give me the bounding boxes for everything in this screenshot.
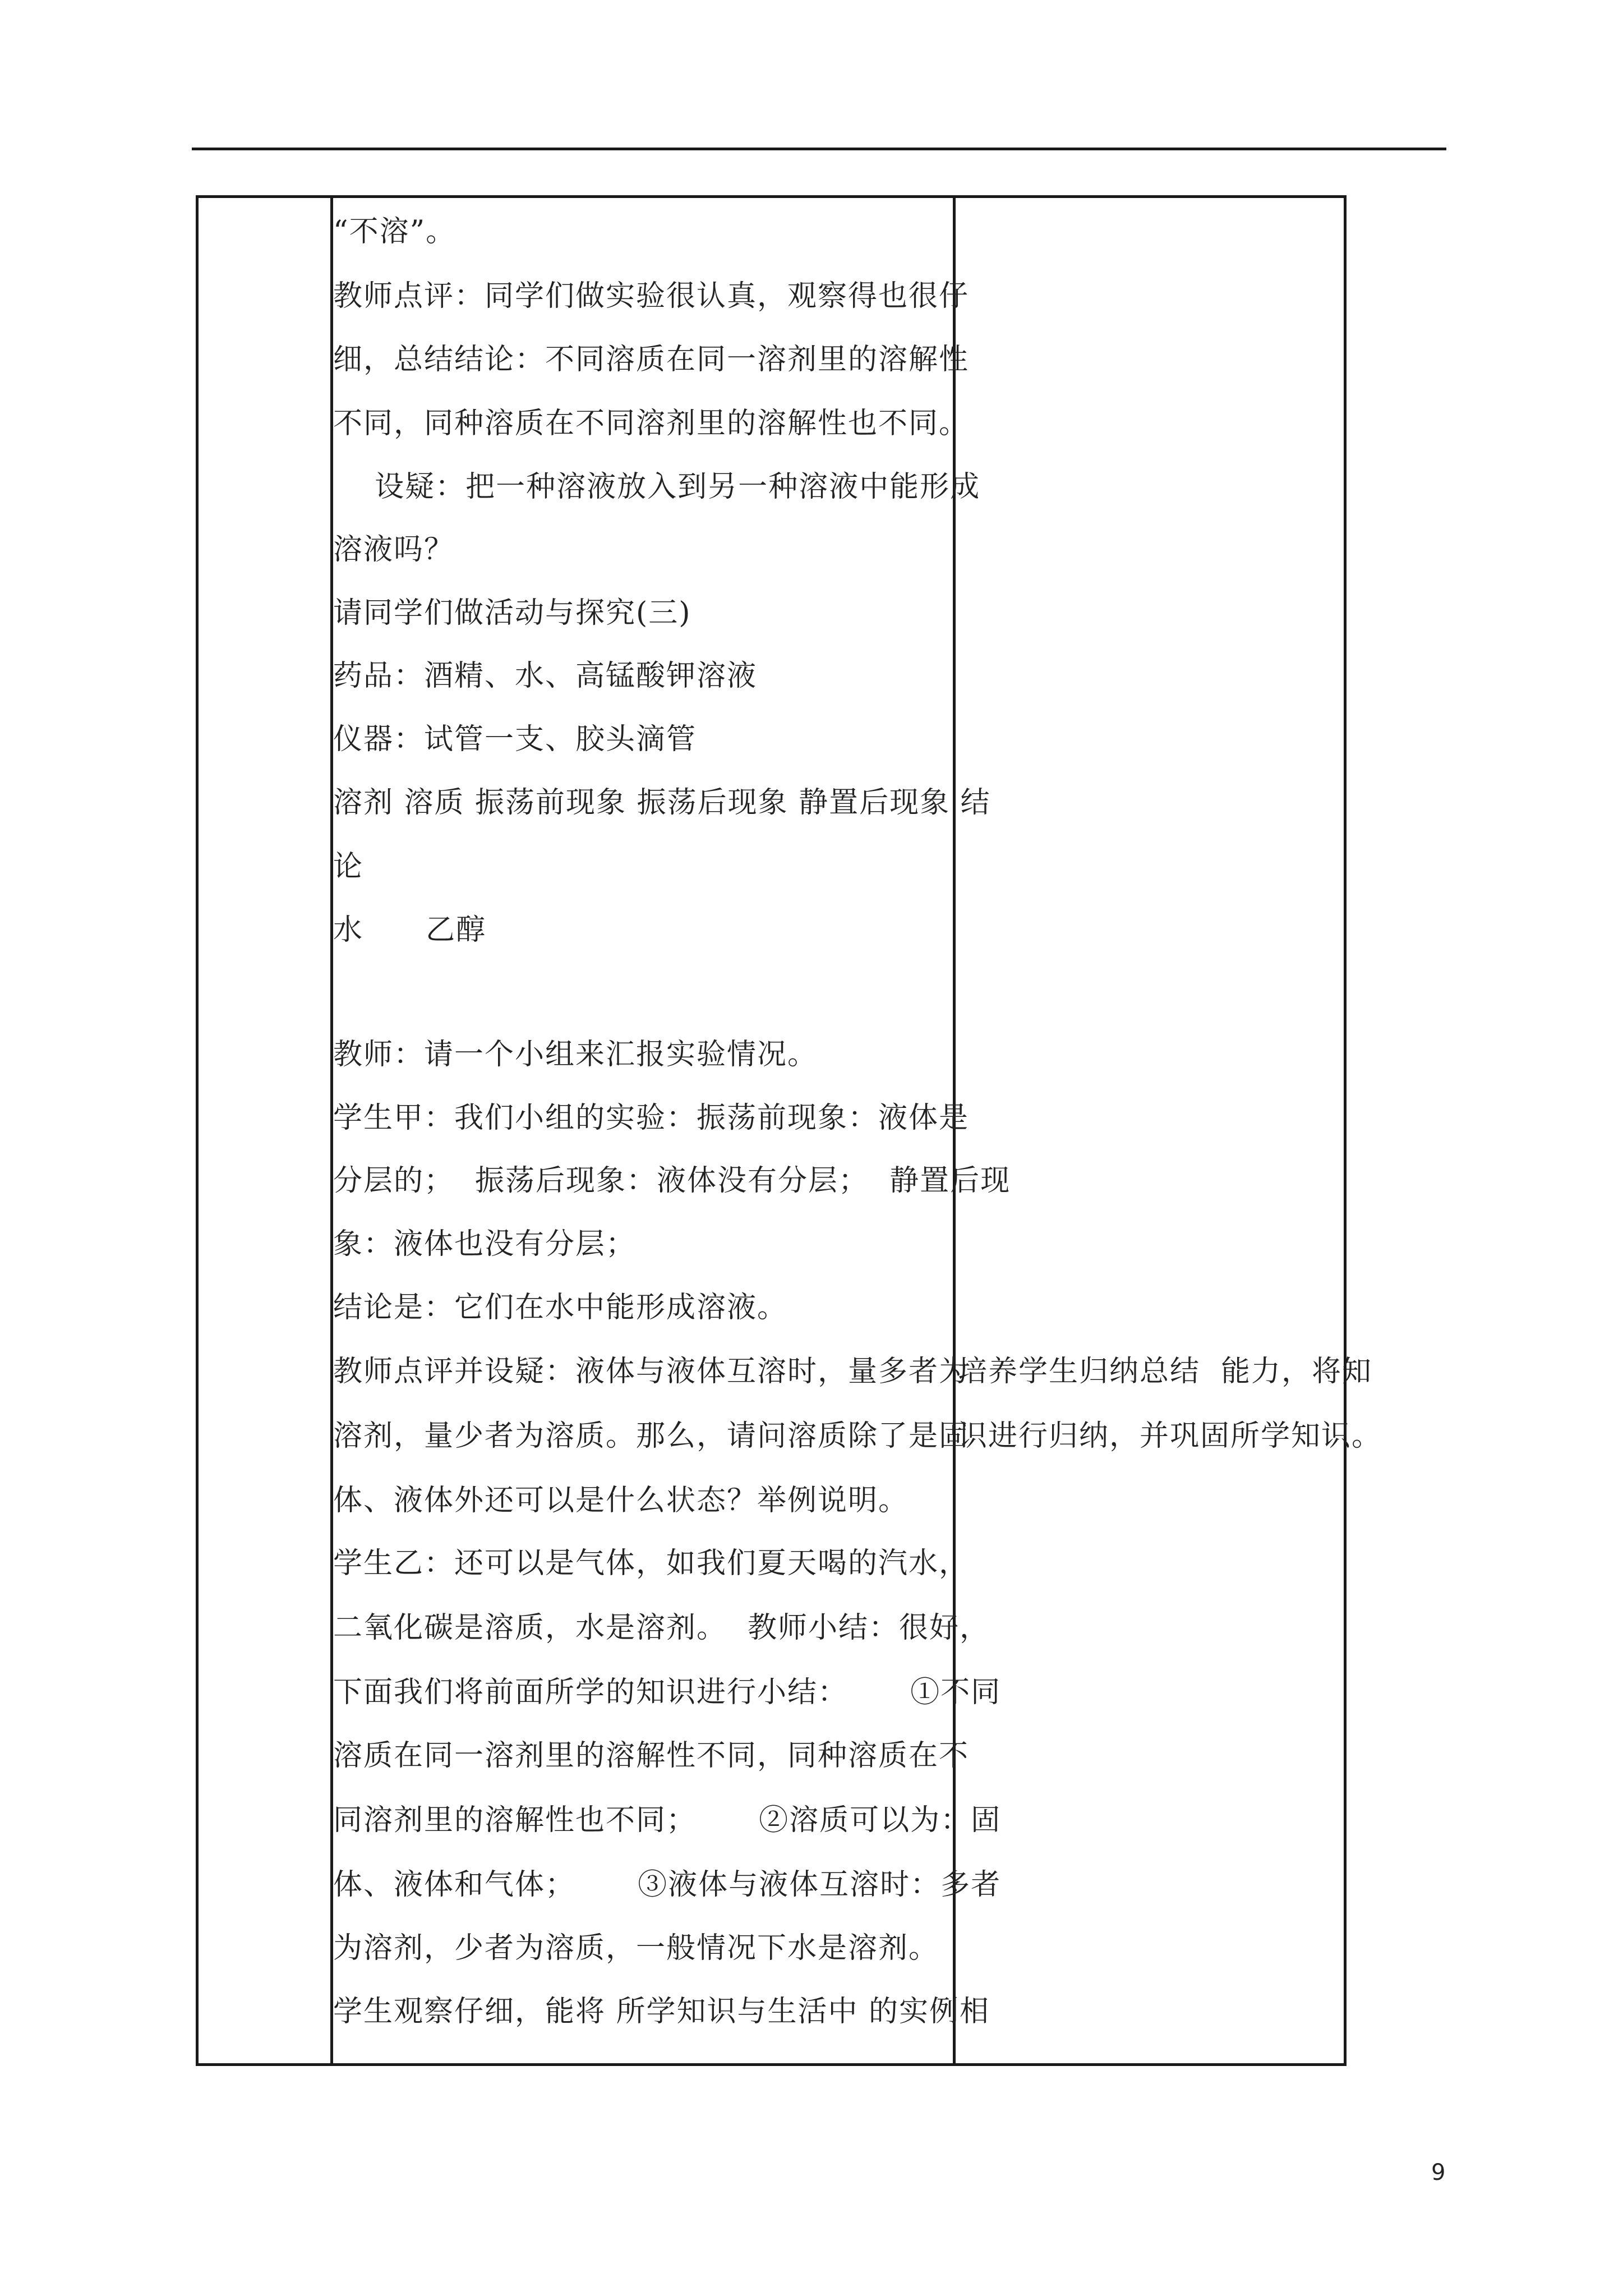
text-line: 象：液体也没有分层； [333, 1227, 637, 1261]
text-line: 下面我们将前面所学的知识进行小结： ①不同 [333, 1676, 1002, 1709]
table-row [197, 197, 1345, 2065]
text-line: 细，总结结论：不同溶质在同一溶剂里的溶解性 [333, 343, 970, 376]
text-line: 学生乙：还可以是气体，如我们夏天喝的汽水， [333, 1547, 970, 1580]
text-line: 溶液吗？ [333, 533, 455, 567]
text-line: 体、液体和气体； ③液体与液体互溶时：多者 [333, 1868, 1002, 1902]
note-line: 识进行归纳，并巩固所学知识。 [958, 1419, 1382, 1453]
text-line: 仪器：试管一支、胶头滴管 [333, 723, 697, 756]
text-line: 溶质在同一溶剂里的溶解性不同，同种溶质在不 [333, 1739, 970, 1773]
text-line: 教师：请一个小组来汇报实验情况。 [333, 1038, 818, 1071]
text-line: “不溶”。 [333, 215, 457, 249]
text-line: 请同学们做活动与探究(三) [333, 596, 691, 630]
header-rule [192, 148, 1446, 150]
text-line: 学生甲：我们小组的实验：振荡前现象：液体是 [333, 1101, 970, 1135]
text-line: 分层的； 振荡后现象：液体没有分层； 静置后现 [333, 1164, 1011, 1198]
teaching-process-cell [332, 197, 1011, 2065]
design-intent-cell [955, 197, 1382, 2065]
stage-cell [197, 197, 332, 2065]
text-line: 体、液体外还可以是什么状态？举例说明。 [333, 1484, 909, 1517]
page-number: 9 [1431, 2160, 1446, 2185]
text-line: 溶剂，量少者为溶质。那么，请问溶质除了是固 [333, 1419, 970, 1453]
text-line: 药品：酒精、水、高锰酸钾溶液 [333, 659, 758, 693]
text-line: 为溶剂，少者为溶质，一般情况下水是溶剂。 [333, 1931, 939, 1965]
text-line: 水 乙醇 [333, 913, 487, 947]
lesson-table [196, 195, 1382, 2066]
text-line: 不同，同种溶质在不同溶剂里的溶解性也不同。 [333, 407, 970, 440]
text-line: 教师点评：同学们做实验很认真，观察得也很仔 [333, 279, 970, 313]
text-line: 论 [333, 850, 364, 884]
text-line: 学生观察仔细，能将 所学知识与生活中 的实例相 [333, 1995, 990, 2028]
text-line: 教师点评并设疑：液体与液体互溶时，量多者为 [333, 1355, 970, 1388]
text-line: 结论是：它们在水中能形成溶液。 [333, 1291, 788, 1324]
text-line: 同溶剂里的溶解性也不同； ②溶质可以为：固 [333, 1803, 1002, 1837]
text-line: 二氧化碳是溶质，水是溶剂。 教师小结：很好， [333, 1611, 990, 1645]
note-line: 培养学生归纳总结 能力，将知 [958, 1355, 1373, 1388]
text-line: 设疑：把一种溶液放入到另一种溶液中能形成 [333, 470, 981, 504]
text-line: 溶剂 溶质 振荡前现象 振荡后现象 静置后现象 结 [333, 786, 991, 820]
